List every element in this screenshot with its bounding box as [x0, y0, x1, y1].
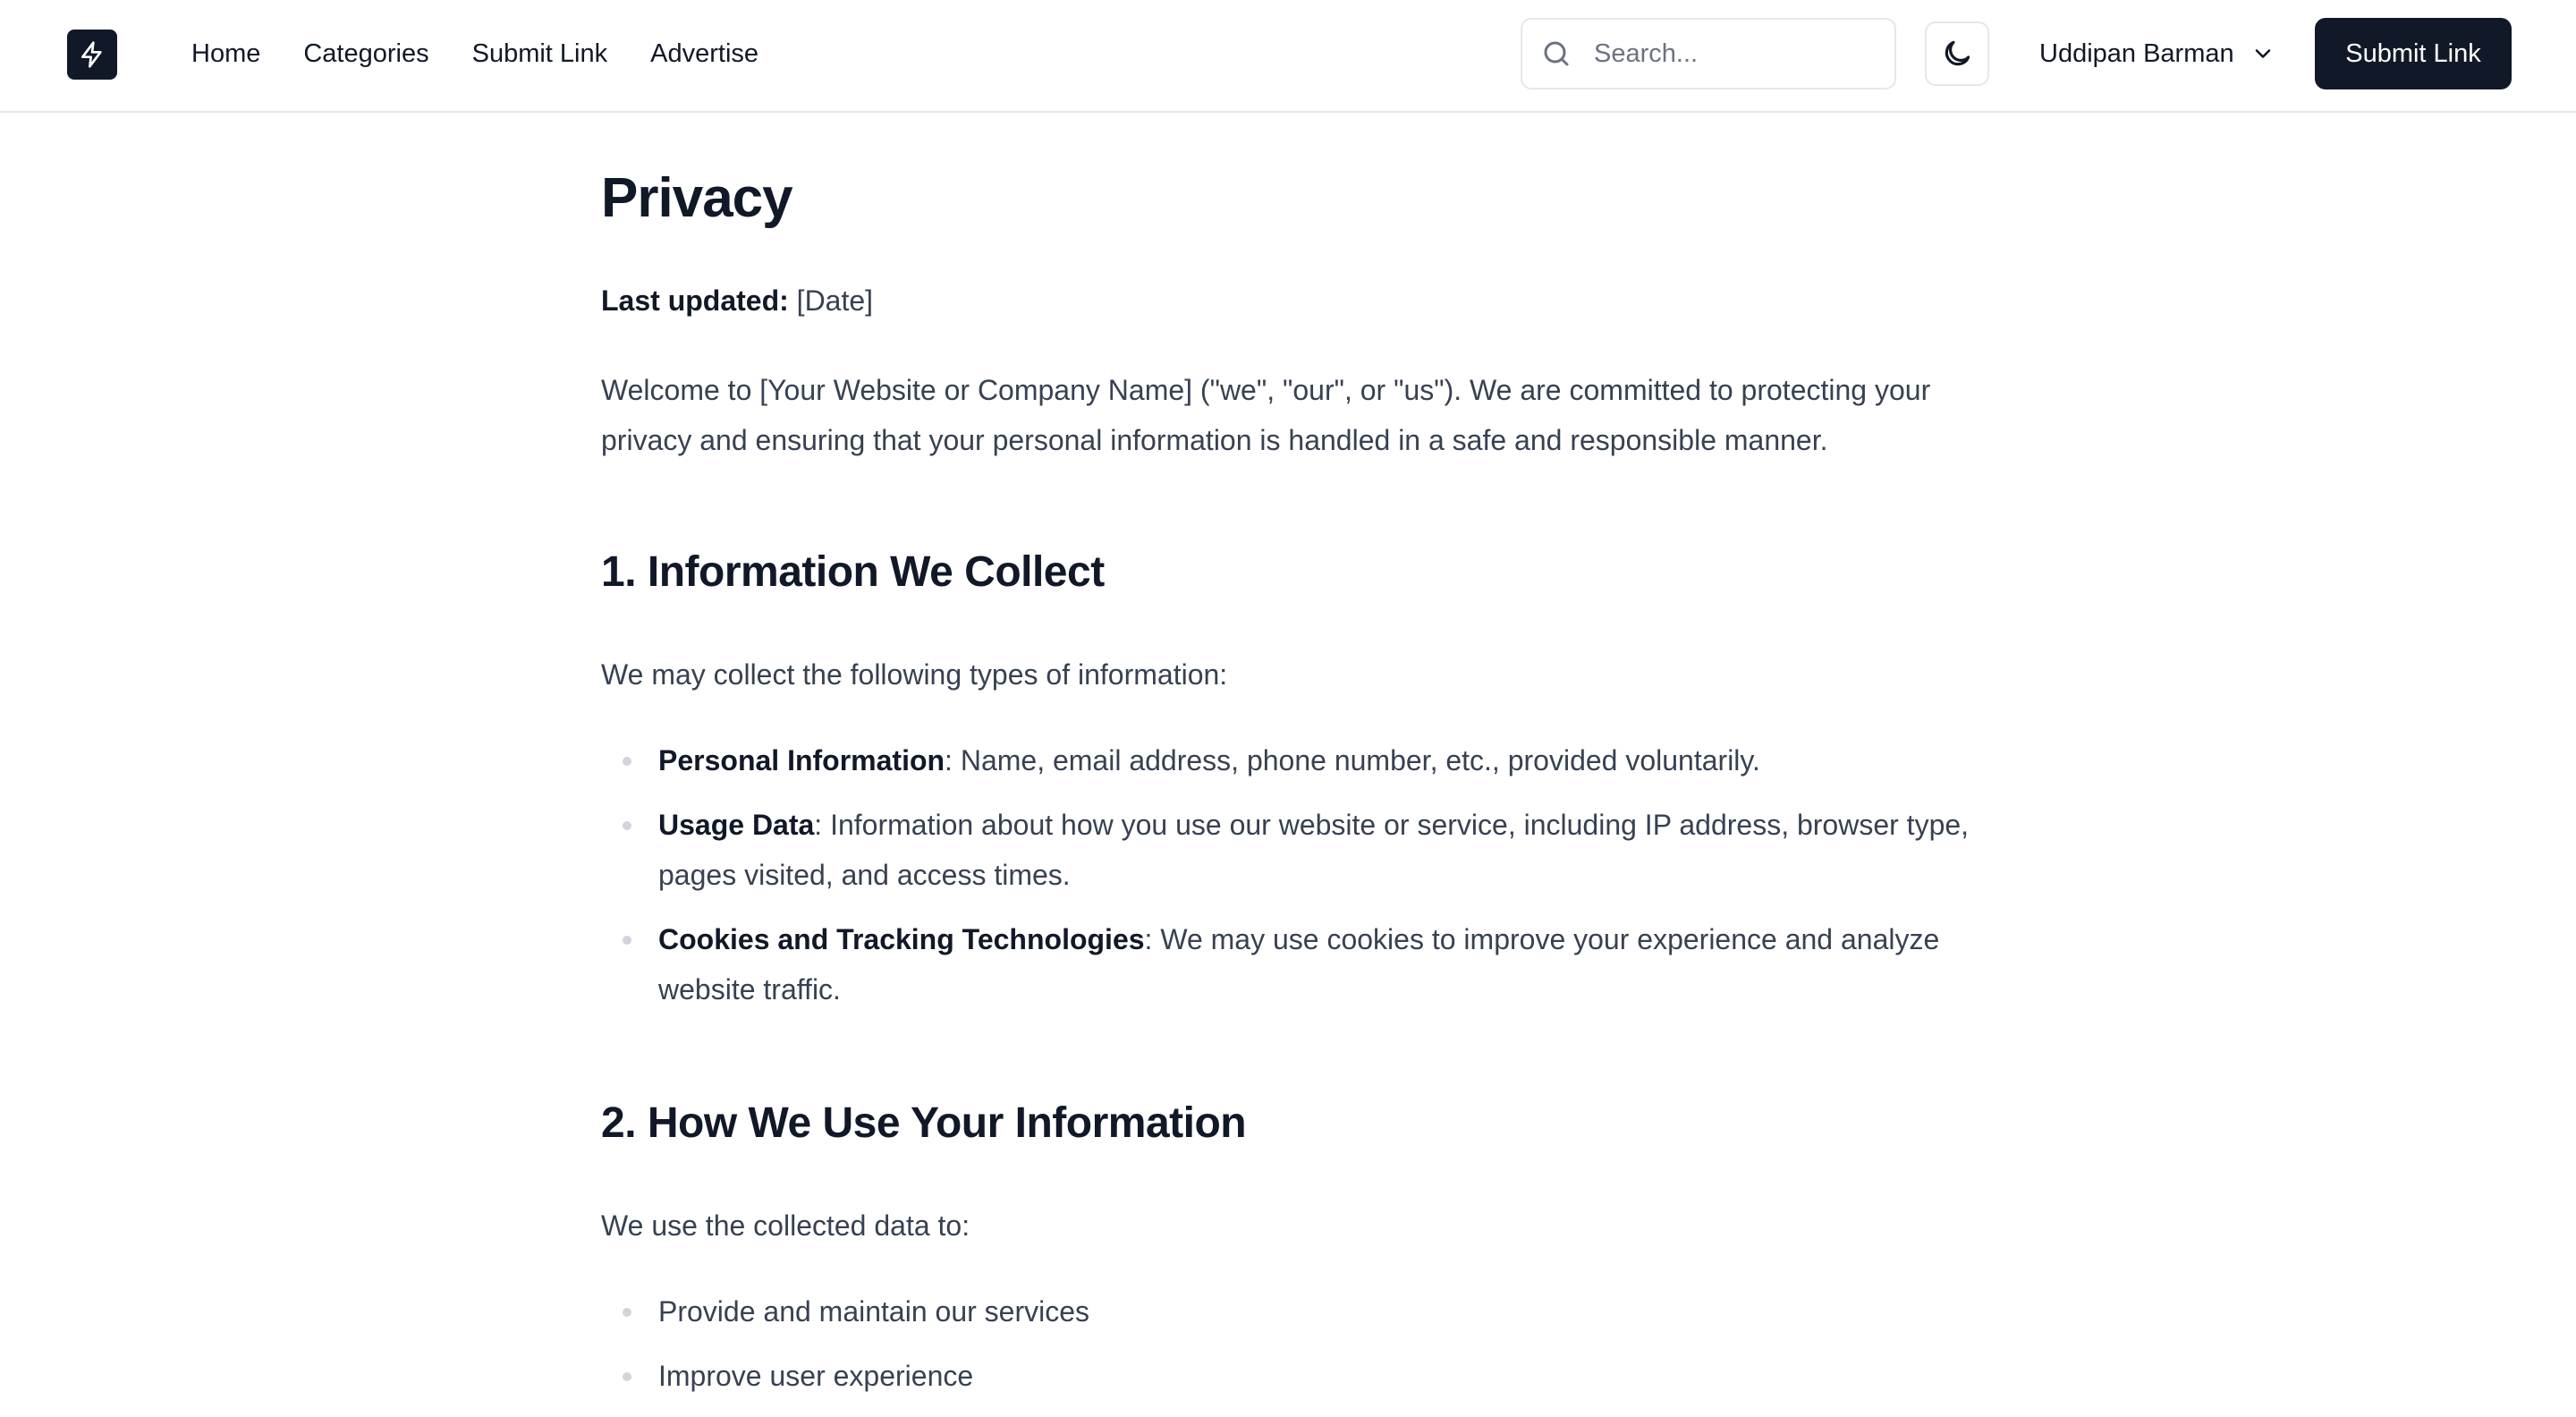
section-intro: We use the collected data to: — [601, 1209, 970, 1242]
submit-link-button[interactable]: Submit Link — [2315, 18, 2512, 89]
top-navbar — [0, 0, 2576, 113]
search-input[interactable] — [1594, 20, 1880, 88]
last-updated — [601, 284, 873, 318]
chevron-down-icon — [2250, 41, 2275, 66]
user-menu-button[interactable] — [2039, 21, 2275, 86]
moon-icon — [1940, 37, 1974, 71]
list-item-term: Usage Data — [658, 809, 815, 841]
last-updated-label: Last updated: — [601, 284, 789, 317]
nav-home-link[interactable]: Home — [191, 38, 261, 68]
list-item: Provide and maintain our services — [601, 1286, 1979, 1336]
list-item-text: : Information about how you use our website or service, including IP address, browser type, pages visited, and access times. — [658, 809, 1970, 891]
site-logo[interactable] — [67, 30, 117, 80]
list-item-term: Personal Information — [658, 744, 945, 776]
nav-submit-link[interactable]: Submit Link — [471, 38, 608, 68]
list-item — [601, 735, 1979, 785]
theme-toggle-button[interactable] — [1925, 21, 1989, 86]
page-title: Privacy — [601, 167, 792, 229]
list-item — [601, 800, 1979, 900]
user-name: Uddipan Barman — [2039, 38, 2234, 68]
list-item-text: : We may use cookies to improve your experience and analyze website traffic. — [658, 923, 1940, 1005]
search-box — [1521, 18, 1896, 89]
main-nav — [191, 0, 758, 107]
intro-paragraph: Welcome to [Your Website or Company Name] ("we", "our", or "us"). We are committed to protecting your privacy and ensuring that your personal information is handled in a safe and responsible manner. — [601, 374, 1931, 456]
section-heading: 1. Information We Collect — [601, 548, 1105, 596]
list-item: Improve user experience — [601, 1351, 1979, 1401]
last-updated-value: [Date] — [796, 284, 874, 317]
nav-categories-link[interactable]: Categories — [303, 38, 429, 68]
information-list — [601, 735, 1979, 1029]
section-intro: We may collect the following types of information: — [601, 658, 1228, 691]
section-heading: 2. How We Use Your Information — [601, 1099, 1247, 1147]
nav-advertise-link[interactable]: Advertise — [650, 38, 759, 68]
list-item-text: : Name, email address, phone number, etc., provided voluntarily. — [945, 744, 1760, 776]
list-item-term: Cookies and Tracking Technologies — [658, 923, 1145, 955]
usage-list — [601, 1286, 1979, 1415]
list-item — [601, 914, 1979, 1014]
search-icon — [1540, 38, 1572, 70]
lightning-icon — [78, 40, 106, 69]
